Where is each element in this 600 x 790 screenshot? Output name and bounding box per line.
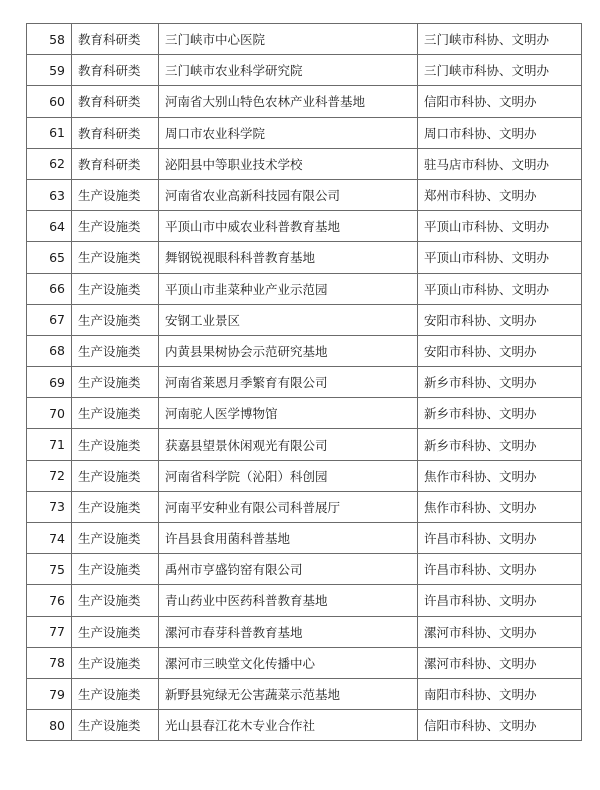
row-category: 生产设施类	[72, 460, 159, 491]
row-category: 生产设施类	[72, 647, 159, 678]
row-number: 72	[27, 460, 72, 491]
table-row	[27, 460, 582, 491]
table-row	[27, 429, 582, 460]
row-recommending-org: 焦作市科协、文明办	[418, 491, 582, 522]
row-base-name: 漯河市春芽科普教育基地	[159, 616, 418, 647]
row-number: 66	[27, 273, 72, 304]
row-category: 生产设施类	[72, 211, 159, 242]
table-row	[27, 55, 582, 86]
row-recommending-org: 三门峡市科协、文明办	[418, 24, 582, 55]
row-recommending-org: 平顶山市科协、文明办	[418, 273, 582, 304]
row-number: 69	[27, 367, 72, 398]
row-recommending-org: 信阳市科协、文明办	[418, 710, 582, 741]
row-number: 65	[27, 242, 72, 273]
row-recommending-org: 安阳市科协、文明办	[418, 335, 582, 366]
table-row	[27, 585, 582, 616]
table-row	[27, 304, 582, 335]
row-category: 生产设施类	[72, 429, 159, 460]
row-base-name: 许昌县食用菌科普基地	[159, 523, 418, 554]
row-recommending-org: 三门峡市科协、文明办	[418, 55, 582, 86]
row-category: 生产设施类	[72, 179, 159, 210]
row-number: 58	[27, 24, 72, 55]
row-number: 67	[27, 304, 72, 335]
row-number: 78	[27, 647, 72, 678]
row-recommending-org: 信阳市科协、文明办	[418, 86, 582, 117]
row-number: 73	[27, 491, 72, 522]
row-category: 生产设施类	[72, 554, 159, 585]
table-row	[27, 367, 582, 398]
row-number: 68	[27, 335, 72, 366]
table-row	[27, 24, 582, 55]
row-base-name: 泌阳县中等职业技术学校	[159, 148, 418, 179]
row-base-name: 新野县宛绿无公害蔬菜示范基地	[159, 678, 418, 709]
table-row	[27, 273, 582, 304]
row-base-name: 安钢工业景区	[159, 304, 418, 335]
table-row	[27, 678, 582, 709]
row-category: 生产设施类	[72, 491, 159, 522]
row-recommending-org: 漯河市科协、文明办	[418, 616, 582, 647]
row-recommending-org: 许昌市科协、文明办	[418, 523, 582, 554]
row-base-name: 河南驼人医学博物馆	[159, 398, 418, 429]
row-recommending-org: 平顶山市科协、文明办	[418, 242, 582, 273]
table-row	[27, 335, 582, 366]
row-base-name: 平顶山市韭菜种业产业示范园	[159, 273, 418, 304]
row-number: 80	[27, 710, 72, 741]
row-number: 70	[27, 398, 72, 429]
row-number: 63	[27, 179, 72, 210]
row-category: 生产设施类	[72, 335, 159, 366]
row-number: 61	[27, 117, 72, 148]
row-base-name: 三门峡市农业科学研究院	[159, 55, 418, 86]
row-base-name: 光山县春江花木专业合作社	[159, 710, 418, 741]
row-number: 75	[27, 554, 72, 585]
row-number: 76	[27, 585, 72, 616]
row-base-name: 河南省农业高新科技园有限公司	[159, 179, 418, 210]
table-row	[27, 86, 582, 117]
table-row	[27, 117, 582, 148]
row-number: 59	[27, 55, 72, 86]
row-number: 77	[27, 616, 72, 647]
row-recommending-org: 新乡市科协、文明办	[418, 398, 582, 429]
row-recommending-org: 周口市科协、文明办	[418, 117, 582, 148]
row-recommending-org: 安阳市科协、文明办	[418, 304, 582, 335]
row-base-name: 河南省莱恩月季繁育有限公司	[159, 367, 418, 398]
table-row	[27, 179, 582, 210]
row-recommending-org: 新乡市科协、文明办	[418, 367, 582, 398]
row-base-name: 获嘉县望景休闲观光有限公司	[159, 429, 418, 460]
base-list-table	[26, 23, 582, 741]
table-row	[27, 647, 582, 678]
row-category: 生产设施类	[72, 678, 159, 709]
row-base-name: 河南省科学院（沁阳）科创园	[159, 460, 418, 491]
row-category: 生产设施类	[72, 616, 159, 647]
table-row	[27, 242, 582, 273]
row-base-name: 三门峡市中心医院	[159, 24, 418, 55]
row-category: 教育科研类	[72, 55, 159, 86]
row-category: 生产设施类	[72, 304, 159, 335]
row-recommending-org: 南阳市科协、文明办	[418, 678, 582, 709]
row-base-name: 舞钢锐视眼科科普教育基地	[159, 242, 418, 273]
table-row	[27, 148, 582, 179]
row-number: 64	[27, 211, 72, 242]
table-row	[27, 523, 582, 554]
row-base-name: 平顶山市中威农业科普教育基地	[159, 211, 418, 242]
table-row	[27, 616, 582, 647]
row-base-name: 内黄县果树协会示范研究基地	[159, 335, 418, 366]
row-category: 教育科研类	[72, 24, 159, 55]
row-base-name: 河南平安种业有限公司科普展厅	[159, 491, 418, 522]
row-base-name: 青山药业中医药科普教育基地	[159, 585, 418, 616]
table-row	[27, 710, 582, 741]
table-row	[27, 554, 582, 585]
row-base-name: 禹州市亨盛钧窑有限公司	[159, 554, 418, 585]
table-row	[27, 398, 582, 429]
row-category: 生产设施类	[72, 273, 159, 304]
row-category: 生产设施类	[72, 367, 159, 398]
row-category: 教育科研类	[72, 117, 159, 148]
row-recommending-org: 郑州市科协、文明办	[418, 179, 582, 210]
row-category: 教育科研类	[72, 148, 159, 179]
row-number: 60	[27, 86, 72, 117]
row-recommending-org: 漯河市科协、文明办	[418, 647, 582, 678]
row-recommending-org: 许昌市科协、文明办	[418, 585, 582, 616]
row-recommending-org: 驻马店市科协、文明办	[418, 148, 582, 179]
row-recommending-org: 焦作市科协、文明办	[418, 460, 582, 491]
row-number: 71	[27, 429, 72, 460]
row-category: 生产设施类	[72, 398, 159, 429]
table-row	[27, 211, 582, 242]
row-category: 生产设施类	[72, 585, 159, 616]
row-recommending-org: 平顶山市科协、文明办	[418, 211, 582, 242]
row-category: 生产设施类	[72, 242, 159, 273]
row-number: 74	[27, 523, 72, 554]
table-body	[27, 24, 582, 741]
row-base-name: 周口市农业科学院	[159, 117, 418, 148]
row-base-name: 河南省大别山特色农林产业科普基地	[159, 86, 418, 117]
table-row	[27, 491, 582, 522]
row-recommending-org: 新乡市科协、文明办	[418, 429, 582, 460]
row-number: 62	[27, 148, 72, 179]
row-category: 生产设施类	[72, 523, 159, 554]
row-category: 教育科研类	[72, 86, 159, 117]
row-number: 79	[27, 678, 72, 709]
row-recommending-org: 许昌市科协、文明办	[418, 554, 582, 585]
row-category: 生产设施类	[72, 710, 159, 741]
row-base-name: 漯河市三映堂文化传播中心	[159, 647, 418, 678]
